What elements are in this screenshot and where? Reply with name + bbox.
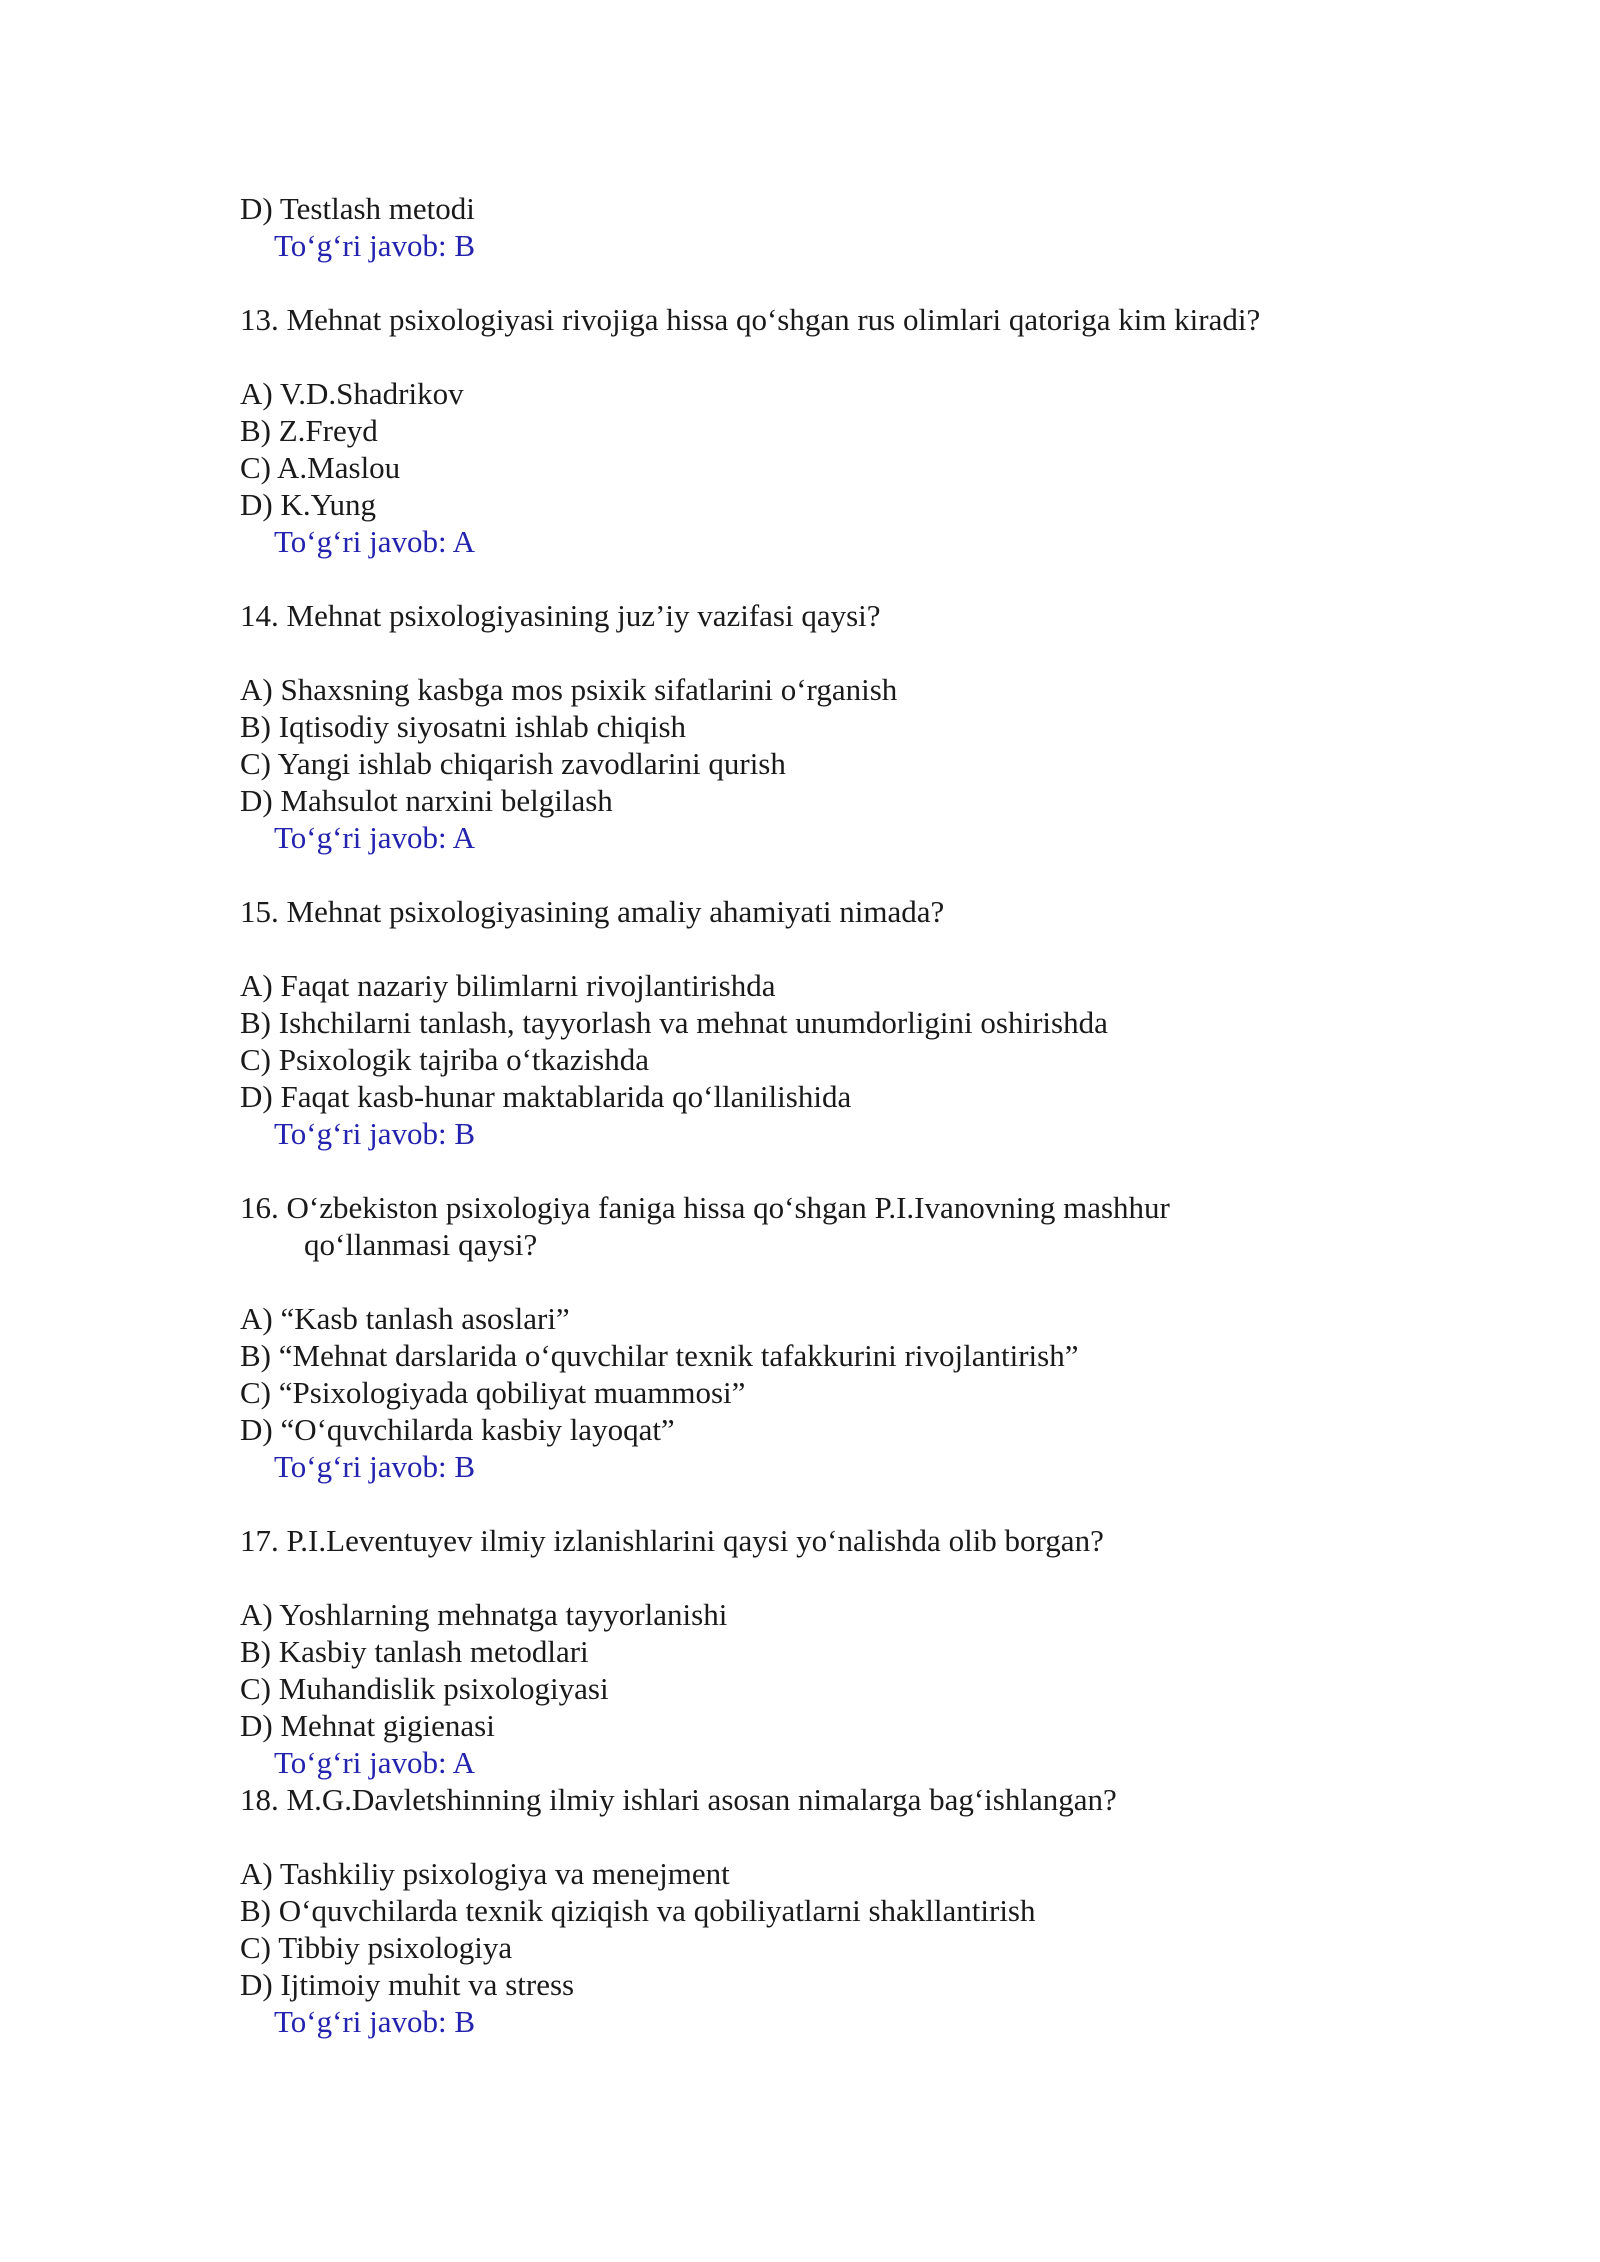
option-c: C) Muhandislik psixologiyasi bbox=[240, 1671, 609, 1706]
question-text-continuation: qo‘llanmasi qaysi? bbox=[304, 1227, 538, 1262]
question-text: 16. O‘zbekiston psixologiya faniga hissa qo‘shgan P.I.Ivanovning mashhur bbox=[240, 1190, 1170, 1225]
question-block-18 bbox=[240, 1781, 1420, 2040]
option-a: A) Tashkiliy psixologiya va menejment bbox=[240, 1856, 730, 1891]
option-b: B) Ishchilarni tanlash, tayyorlash va mehnat unumdorligini oshirishda bbox=[240, 1005, 1108, 1040]
option-a: A) V.D.Shadrikov bbox=[240, 376, 464, 411]
correct-answer: To‘g‘ri javob: A bbox=[274, 820, 476, 855]
option-b: B) O‘quvchilarda texnik qiziqish va qobiliyatlarni shakllantirish bbox=[240, 1893, 1036, 1928]
option-d: D) K.Yung bbox=[240, 487, 377, 522]
question-text: 18. M.G.Davletshinning ilmiy ishlari asosan nimalarga bag‘ishlangan? bbox=[240, 1782, 1117, 1817]
option-a: A) Faqat nazariy bilimlarni rivojlantirishda bbox=[240, 968, 776, 1003]
option-a: A) Shaxsning kasbga mos psixik sifatlarini o‘rganish bbox=[240, 672, 898, 707]
option-c: C) Yangi ishlab chiqarish zavodlarini qurish bbox=[240, 746, 786, 781]
option-c: C) Tibbiy psixologiya bbox=[240, 1930, 513, 1965]
question-text: 13. Mehnat psixologiyasi rivojiga hissa qo‘shgan rus olimlari qatoriga kim kiradi? bbox=[240, 302, 1261, 337]
option-b: B) “Mehnat darslarida o‘quvchilar texnik tafakkurini rivojlantirish” bbox=[240, 1338, 1079, 1373]
correct-answer: To‘g‘ri javob: B bbox=[274, 1116, 476, 1151]
correct-answer: To‘g‘ri javob: B bbox=[274, 2004, 476, 2039]
option-b: B) Kasbiy tanlash metodlari bbox=[240, 1634, 589, 1669]
option-b: B) Z.Freyd bbox=[240, 413, 378, 448]
question-block-16 bbox=[240, 1189, 1420, 1485]
correct-answer: To‘g‘ri javob: B bbox=[274, 228, 476, 263]
correct-answer: To‘g‘ri javob: A bbox=[274, 524, 476, 559]
question-block-17 bbox=[240, 1522, 1420, 1781]
option-a: A) Yoshlarning mehnatga tayyorlanishi bbox=[240, 1597, 728, 1632]
option-c: C) Psixologik tajriba o‘tkazishda bbox=[240, 1042, 649, 1077]
option-c: C) “Psixologiyada qobiliyat muammosi” bbox=[240, 1375, 746, 1410]
option-a: A) “Kasb tanlash asoslari” bbox=[240, 1301, 570, 1336]
option-d: D) Mehnat gigienasi bbox=[240, 1708, 495, 1743]
correct-answer: To‘g‘ri javob: A bbox=[274, 1745, 476, 1780]
document-page bbox=[240, 190, 1420, 2040]
question-block-13 bbox=[240, 301, 1420, 560]
option-d: D) Testlash metodi bbox=[240, 191, 475, 226]
option-d: D) “O‘quvchilarda kasbiy layoqat” bbox=[240, 1412, 675, 1447]
option-d: D) Ijtimoiy muhit va stress bbox=[240, 1967, 575, 2002]
option-c: C) A.Maslou bbox=[240, 450, 401, 485]
question-text: 14. Mehnat psixologiyasining juz’iy vazifasi qaysi? bbox=[240, 598, 881, 633]
question-block-14 bbox=[240, 597, 1420, 856]
question-block-12-tail bbox=[240, 190, 1420, 264]
option-d: D) Mahsulot narxini belgilash bbox=[240, 783, 613, 818]
option-d: D) Faqat kasb-hunar maktablarida qo‘llanilishida bbox=[240, 1079, 852, 1114]
question-block-15 bbox=[240, 893, 1420, 1152]
question-text: 15. Mehnat psixologiyasining amaliy ahamiyati nimada? bbox=[240, 894, 945, 929]
question-text: 17. P.I.Leventuyev ilmiy izlanishlarini qaysi yo‘nalishda olib borgan? bbox=[240, 1523, 1104, 1558]
option-b: B) Iqtisodiy siyosatni ishlab chiqish bbox=[240, 709, 687, 744]
correct-answer: To‘g‘ri javob: B bbox=[274, 1449, 476, 1484]
